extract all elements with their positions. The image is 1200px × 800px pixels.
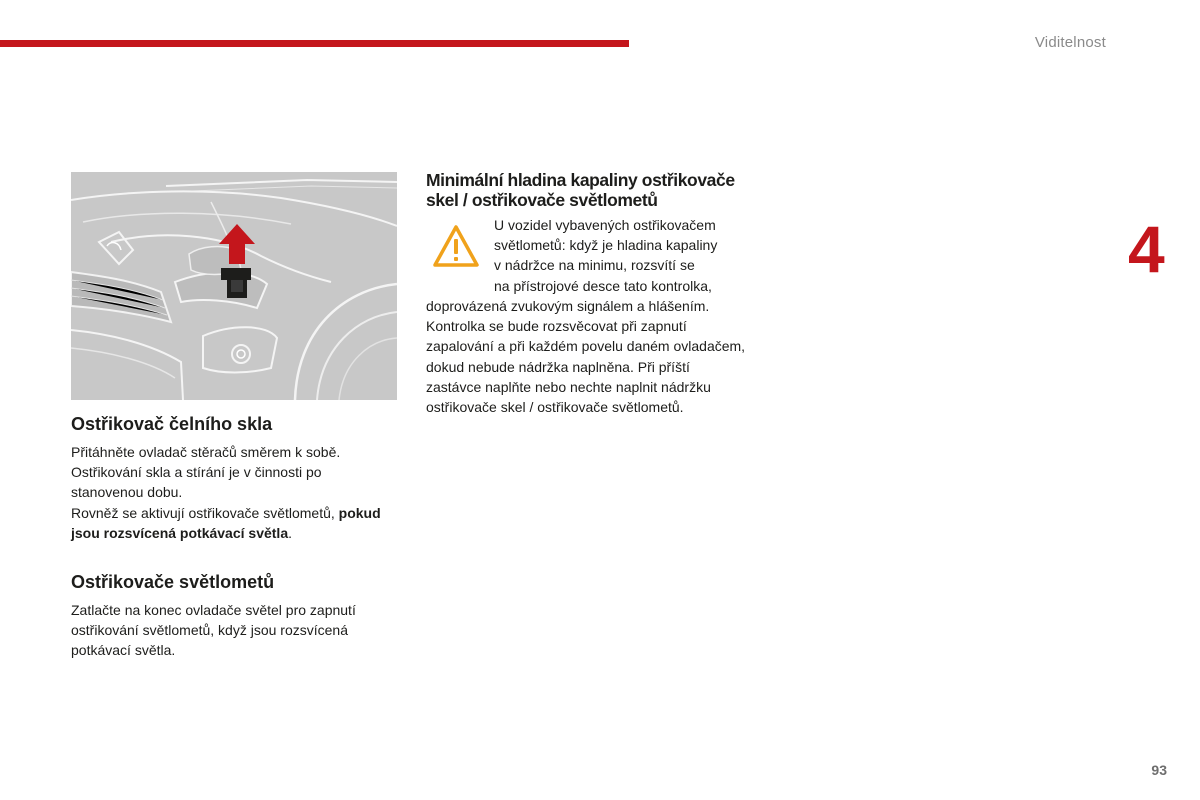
- windscreen-wash-text-2-end: .: [288, 524, 292, 541]
- headlamp-wash-heading: Ostřikovače světlometů: [71, 572, 275, 592]
- min-level-text-rest: doprovázená zvukovým signálem a hlášením. Kontrolka se bude rozsvěcovat při zapnutí zapalování a při každém povelu daném ovladačem, dokud nebude nádržka naplněna. Při příští zastávce naplňte nebo nechte naplnit nádržku ostřikovače skel / ostřikovače světlometů.: [426, 298, 746, 416]
- min-level-heading-line-1: Minimální hladina kapaliny ostřikovače: [426, 170, 735, 190]
- min-level-heading-line-2: skel / ostřikovače světlometů: [426, 190, 658, 210]
- min-level-heading: [426, 170, 786, 210]
- section-title: Viditelnost: [1034, 34, 1106, 51]
- accent-bar: [0, 40, 629, 47]
- min-level-text-indented: [494, 215, 717, 296]
- min-level-line-4: na přístrojové desce tato kontrolka,: [494, 277, 712, 294]
- windscreen-wash-heading: Ostřikovač čelního skla: [71, 414, 273, 434]
- headlamp-wash-text: Zatlačte na konec ovladače světel pro zapnutí ostřikování světlometů, když jsou rozsvícená potkávací světla.: [71, 602, 356, 659]
- car-hood-washer-lever-illustration: [71, 172, 397, 400]
- windscreen-wash-text-1: Přitáhněte ovladač stěračů směrem k sobě. Ostřikování skla a stírání je v činnosti po stanovenou dobu.: [71, 444, 341, 501]
- warning-triangle-icon: [432, 224, 480, 268]
- page-number: 93: [1151, 762, 1167, 778]
- windscreen-wash-text: [71, 442, 381, 543]
- min-level-line-1: U vozidel vybavených ostřikovačem: [494, 217, 716, 233]
- low-beam-condition: pokud jsou rozsvícená potkávací světla: [71, 504, 381, 541]
- min-level-line-3: v nádržce na minimu, rozsvítí se: [494, 257, 695, 274]
- chapter-number: 4: [1128, 212, 1165, 286]
- windscreen-wash-text-2: Rovněž se aktivují ostřikovače světlometů,: [71, 504, 339, 521]
- min-level-line-2: světlometů: když je hladina kapaliny: [494, 237, 718, 254]
- car-hood-illustration: [71, 172, 397, 400]
